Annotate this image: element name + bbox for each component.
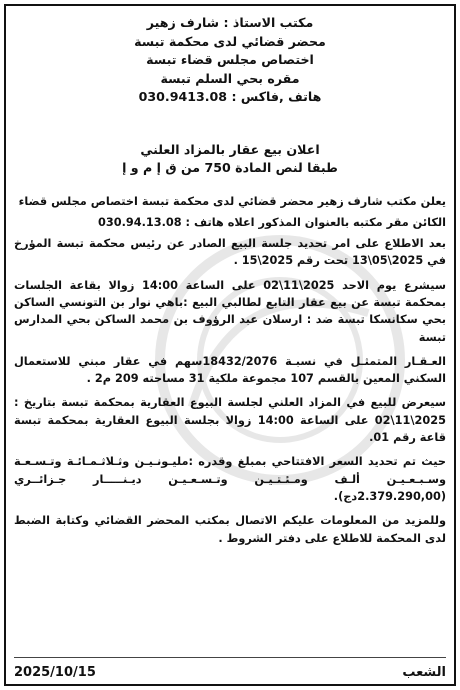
office-phone-number: 030.9413.08 [138, 89, 228, 104]
body-paragraph-auction-date: سيعرض للبيع في المزاد العلني لجلسة البيوع العقارية بمحكمة تبسة بتاريخ : 2025\11\02 على الساعة 14:00 زوالا بجلسة البيوع العقارية بمحكمة تبسة قاعة رقم 01. [14, 396, 446, 445]
body-paragraph-announcer: يعلن مكتب شارف زهير محضر قضائي لدى محكمة تبسة اختصاص مجلس قضاء [18, 194, 446, 208]
body-paragraph-sale-parties: سيشرع يوم الاحد 2025\11\02 على الساعة 14:00 زوالا بقاعة الجلسات بمحكمة تبسة عن بيع عقار التابع لطالبي البيع :باهي نوار بن التونسي الساكن بحي سكانسكا تبسة ضد : ارسلان عبد الرؤوف بن محمد الساكن بحي المدارس تبسة [14, 278, 446, 344]
publication-date: 2025/10/15 [14, 665, 96, 680]
notice-title-legal-basis: طبقا لنص المادة 750 من ق إ م و إ [122, 159, 338, 175]
notice-title [14, 141, 446, 177]
newspaper-name: الشعب [402, 665, 446, 680]
notice-title-main: اعلان بيع عقار بالمزاد العلني [140, 141, 320, 157]
office-name: مكتب الاستاذ : شارف زهير [146, 15, 314, 30]
office-role: محضر قضائي لدى محكمة تبسة [134, 33, 326, 49]
office-address: مقره بحي السلم تبسة [160, 70, 300, 86]
notice-content [14, 14, 446, 554]
office-phone [14, 88, 446, 107]
notice-body [14, 193, 446, 547]
bailiff-header [14, 14, 446, 107]
office-jurisdiction: اختصاص مجلس قضاء تبسة [146, 52, 314, 67]
body-paragraph-court-order: بعد الاطلاع على امر تحديد جلسة البيع الصادر عن رئيس محكمة تبسة المؤرخ في 2025\05\13 تحت رقم 2025\15 . [14, 237, 446, 268]
office-phone-label: هاتف ,فاكس : [231, 89, 322, 104]
body-paragraph-property: العـقـار المتمثـل في نسبـة 18432/2076سهم في عقار مبني للاستعمال السكني المعين بالقسم 107 مجموعة ملكية 31 مساحته 209 م2 . [14, 354, 446, 386]
publication-footer [14, 657, 446, 680]
body-paragraph-contact: وللمزيد من المعلومات عليكم الاتصال بمكتب المحضر القضائي وكتابة الضبط لدى المحكمة للاطلاع على دفتر الشروط . [14, 514, 446, 545]
body-paragraph-office-address: الكائن مقر مكتبه بالعنوان المذكور اعلاه هاتف : 030.94.13.08 [97, 215, 446, 229]
body-paragraph-opening-price: حيث تم تحديد السعر الافتتاحي بمبلغ وقدره :مليـونـيـن وثـلاثـمـائـة وتـسـعـة وسـبـعـيـن ألـف ومـئـتـيـن وتـسـعـيـن ديـنـــــار جـزائــري (2.379.290,00دج). [14, 455, 446, 503]
